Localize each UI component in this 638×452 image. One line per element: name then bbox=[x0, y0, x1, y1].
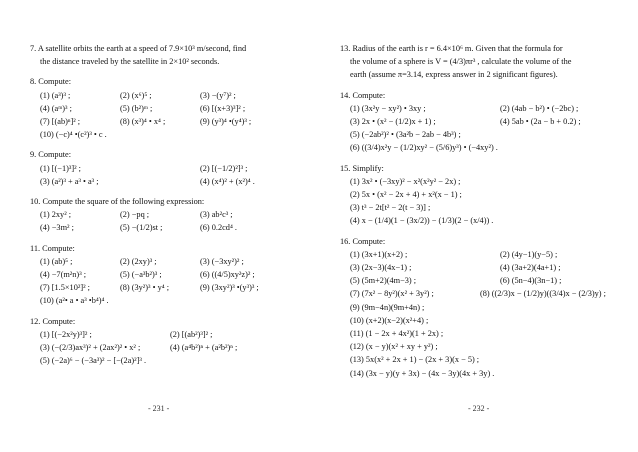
exercise-item: (8) (3y²)³ • y⁴ ; bbox=[120, 283, 170, 293]
exercise-row bbox=[340, 128, 630, 141]
exercise-row bbox=[30, 128, 320, 141]
exercise-item: (1) [(−1)³]² ; bbox=[40, 163, 81, 173]
exercise-item: (1) 2xy² ; bbox=[40, 210, 72, 220]
exercise-row bbox=[30, 294, 320, 307]
problem-title: 10. Compute the square of the following expression: bbox=[30, 197, 205, 207]
problem-10 bbox=[30, 195, 320, 235]
right-page bbox=[340, 42, 630, 380]
exercise-row bbox=[340, 301, 630, 314]
exercise-row bbox=[30, 255, 320, 268]
exercise-item: (3) ab²c³ ; bbox=[200, 210, 233, 220]
exercise-item: (5) (−a³b²)³ ; bbox=[120, 270, 162, 280]
exercise-item: (10) (x+2)(x−2)(x²+4) ; bbox=[350, 315, 429, 325]
problem-title: 8. Compute: bbox=[30, 77, 72, 87]
problem-12 bbox=[30, 315, 320, 368]
exercise-item: (5) (b²)ᵐ ; bbox=[120, 103, 153, 113]
exercise-item: (4) (aᵐ)³ ; bbox=[40, 103, 72, 113]
exercise-item: (6) [(x+3)³]² ; bbox=[200, 103, 246, 113]
exercise-row bbox=[340, 327, 630, 340]
exercise-row bbox=[30, 102, 320, 115]
exercise-row bbox=[340, 340, 630, 353]
exercise-item: (7) [1.5×10²]² ; bbox=[40, 283, 90, 293]
exercise-row bbox=[30, 268, 320, 281]
problem-title: 11. Compute: bbox=[30, 243, 75, 253]
problem-7 bbox=[30, 42, 320, 68]
exercise-item: (1) (a³)³ ; bbox=[40, 90, 71, 100]
exercise-row bbox=[30, 354, 320, 367]
exercise-item: (8) ((2/3)x − (1/2)y)((3/4)x − (2/3)y) ; bbox=[480, 289, 606, 299]
exercise-item: (10) (−c)⁴ •(c²)³ • c . bbox=[40, 130, 107, 140]
exercise-item: (1) [(−2x²y)³]² ; bbox=[40, 329, 92, 339]
problem-16 bbox=[340, 235, 630, 380]
exercise-row bbox=[340, 102, 630, 115]
problem-title: 16. Compute: bbox=[340, 236, 386, 246]
exercise-item: (11) (1 − 2x + 4x²)(1 + 2x) ; bbox=[350, 329, 444, 339]
exercise-row bbox=[340, 188, 630, 201]
exercise-item: (8) (x³)⁴ • x⁴ ; bbox=[120, 117, 166, 127]
exercise-row bbox=[30, 89, 320, 102]
problem-text-line: 7. A satellite orbits the earth at a speed of 7.9×10³ m/second, find bbox=[30, 44, 247, 53]
exercise-item: (3) 2x • (x² − (1/2)x + 1) ; bbox=[350, 117, 436, 127]
exercise-row bbox=[340, 353, 630, 366]
exercise-item: (12) (x − y)(x² + xy + y²) ; bbox=[350, 342, 438, 352]
exercise-item: (2) 5x • (x² − 2x + 4) + x²(x − 1) ; bbox=[350, 190, 462, 200]
page-number-left: - 231 - bbox=[148, 404, 170, 413]
exercise-row bbox=[30, 115, 320, 128]
exercise-item: (4) x − (1/4)(1 − (3x/2)) − (1/3)(2 − (x/4)) . bbox=[350, 216, 494, 226]
exercise-item: (1) (3x²y − xy²) • 3xy ; bbox=[350, 103, 426, 113]
exercise-row bbox=[340, 115, 630, 128]
exercise-row bbox=[340, 141, 630, 154]
exercise-row bbox=[340, 274, 630, 287]
left-page bbox=[30, 42, 320, 367]
problem-text-line: the volume of a sphere is V = (4/3)πr³ , calculate the volume of the bbox=[350, 57, 572, 67]
problem-11 bbox=[30, 242, 320, 308]
problem-14 bbox=[340, 89, 630, 155]
exercise-row bbox=[340, 367, 630, 380]
exercise-item: (6) 0.2cd⁴ . bbox=[200, 223, 237, 233]
exercise-row bbox=[30, 281, 320, 294]
exercise-item: (4) (3a+2)(4a+1) ; bbox=[500, 263, 561, 273]
exercise-item: (6) ((3/4)x²y − (1/2)xy² − (5/6)y³) • (−4xy²) . bbox=[350, 143, 498, 153]
page-number-right: - 232 - bbox=[468, 404, 490, 413]
exercise-item: (1) (3x+1)(x+2) ; bbox=[350, 249, 408, 259]
exercise-row bbox=[340, 201, 630, 214]
problem-13 bbox=[340, 42, 630, 82]
exercise-item: (7) (7x² − 8y²)(x² + 3y²) ; bbox=[350, 289, 434, 299]
problem-text-line: 13. Radius of the earth is r = 6.4×10⁶ m. Given that the formula for bbox=[340, 44, 563, 53]
problem-15 bbox=[340, 162, 630, 228]
exercise-item: (5) (5m+2)(4m−3) ; bbox=[350, 276, 417, 286]
problem-title: 9. Compute: bbox=[30, 150, 72, 160]
exercise-item: (5) (−2ab²)² • (3a²b − 2ab − 4b³) ; bbox=[350, 130, 461, 140]
exercise-item: (3) t³ − 2t[t² − 2(t − 3)] ; bbox=[350, 203, 431, 213]
exercise-row bbox=[340, 175, 630, 188]
exercise-row bbox=[340, 261, 630, 274]
exercise-item: (5) (−2a)⁶ − (−3a³)² − [−(2a)²]³ . bbox=[40, 356, 147, 366]
problem-text-line: earth (assume π=3.14, express answer in 2 significant figures). bbox=[350, 70, 558, 80]
exercise-item: (4) (x⁴)² + (x²)⁴ . bbox=[200, 176, 255, 186]
exercise-item: (3) (−3xy²)² ; bbox=[200, 256, 244, 266]
exercise-item: (2) (4y−1)(y−5) ; bbox=[500, 249, 558, 259]
exercise-item: (1) (ab)⁵ ; bbox=[40, 256, 73, 266]
exercise-item: (2) (4ab − b²) • (−2bc) ; bbox=[500, 103, 579, 113]
exercise-row bbox=[30, 208, 320, 221]
exercise-item: (9) (3xy²)³ •(y³)³ ; bbox=[200, 283, 259, 293]
exercise-item: (2) [(−1/2)²]³ ; bbox=[200, 163, 248, 173]
problem-text-line: the distance traveled by the satellite in 2×10² seconds. bbox=[40, 57, 220, 67]
problem-8 bbox=[30, 75, 320, 141]
exercise-item: (4) 5ab • (2a − b + 0.2) ; bbox=[500, 117, 581, 127]
exercise-row bbox=[30, 341, 320, 354]
exercise-item: (2) −pq ; bbox=[120, 210, 150, 220]
exercise-row bbox=[30, 221, 320, 234]
exercise-item: (3) −(y⁷)² ; bbox=[200, 90, 236, 100]
exercise-row bbox=[340, 287, 630, 300]
problem-title: 14. Compute: bbox=[340, 90, 386, 100]
exercise-row bbox=[30, 328, 320, 341]
exercise-item: (4) (a⁴b²)ⁿ + (a²b²)ⁿ ; bbox=[170, 343, 238, 353]
exercise-row bbox=[340, 314, 630, 327]
exercise-item: (2) (x⁶)⁵ ; bbox=[120, 90, 152, 100]
exercise-item: (2) (2xy)³ ; bbox=[120, 256, 157, 266]
exercise-item: (2) [(ab²)³]² ; bbox=[170, 329, 213, 339]
problem-title: 12. Compute: bbox=[30, 316, 76, 326]
exercise-row bbox=[340, 214, 630, 227]
exercise-row bbox=[30, 175, 320, 188]
problem-9 bbox=[30, 148, 320, 188]
exercise-row bbox=[30, 162, 320, 175]
exercise-item: (14) (3x − y)(y + 3x) − (4x − 3y)(4x + 3y) . bbox=[350, 368, 495, 378]
exercise-item: (1) 3x² • (−3xy)² − x²(x²y² − 2x) ; bbox=[350, 176, 461, 186]
exercise-item: (13) 5x(x² + 2x + 1) − (2x + 3)(x − 5) ; bbox=[350, 355, 480, 365]
exercise-row bbox=[340, 248, 630, 261]
exercise-item: (7) [(ab)ⁿ]² ; bbox=[40, 117, 81, 127]
exercise-item: (4) −7(m²n)³ ; bbox=[40, 270, 87, 280]
exercise-item: (10) (a²• a • a³ •b⁴)⁴ . bbox=[40, 296, 109, 306]
problem-title: 15. Simplify: bbox=[340, 163, 384, 173]
exercise-item: (3) (a²)³ + a³ • a³ ; bbox=[40, 176, 99, 186]
exercise-item: (3) (−(2/3)ax³)² + (2ax²)² • x² ; bbox=[40, 343, 141, 353]
exercise-item: (6) (5n−4)(3n−1) ; bbox=[500, 276, 562, 286]
exercise-item: (3) (2x−3)(4x−1) ; bbox=[350, 263, 412, 273]
exercise-item: (4) −3m² ; bbox=[40, 223, 74, 233]
exercise-item: (9) (y³)⁴ •(y⁴)³ ; bbox=[200, 117, 252, 127]
exercise-item: (5) −(1/2)st ; bbox=[120, 223, 163, 233]
exercise-item: (9) (9m−4n)(9m+4n) ; bbox=[350, 302, 425, 312]
exercise-item: (6) ((4/5)xy²z)² ; bbox=[200, 270, 255, 280]
